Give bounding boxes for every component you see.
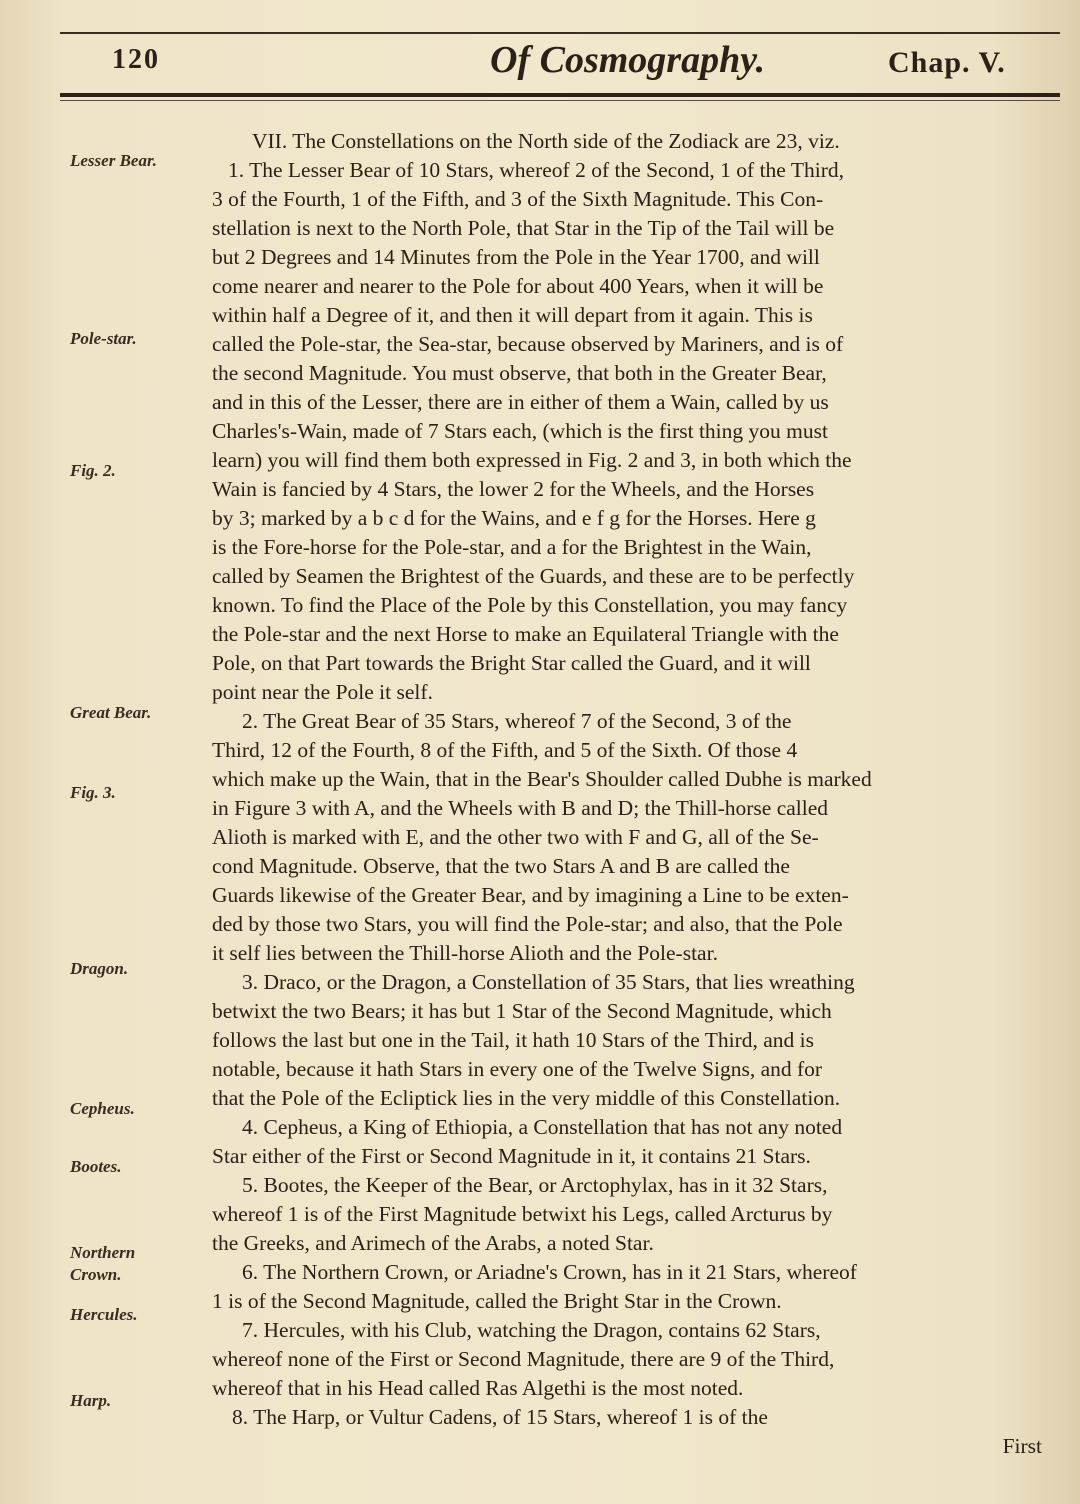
- text-line: 5. Bootes, the Keeper of the Bear, or Arctophylax, has in it 32 Stars,: [242, 1173, 828, 1197]
- text-line: cond Magnitude. Observe, that the two Stars A and B are called the: [212, 854, 790, 878]
- marginal-note: Hercules.: [70, 1305, 138, 1324]
- marginal-note: Fig. 2.: [70, 461, 116, 480]
- text-line: 8. The Harp, or Vultur Cadens, of 15 Stars, whereof 1 is of the: [232, 1405, 768, 1429]
- text-line: by 3; marked by a b c d for the Wains, and e f g for the Horses. Here g: [212, 506, 816, 530]
- text-line: 7. Hercules, with his Club, watching the Dragon, contains 62 Stars,: [242, 1318, 821, 1342]
- text-line: follows the last but one in the Tail, it hath 10 Stars of the Third, and is: [212, 1028, 815, 1052]
- text-line: stellation is next to the North Pole, that Star in the Tip of the Tail will be: [212, 216, 835, 240]
- page-number: 120: [112, 44, 160, 75]
- text-line: whereof 1 is of the First Magnitude betwixt his Legs, called Arcturus by: [212, 1202, 833, 1226]
- text-line: Third, 12 of the Fourth, 8 of the Fifth, and 5 of the Sixth. Of those 4: [212, 738, 798, 762]
- text-line: and in this of the Lesser, there are in either of them a Wain, called by us: [212, 390, 829, 414]
- marginal-note: Lesser Bear.: [70, 151, 157, 170]
- chapter-heading: Chap. V.: [888, 46, 1006, 79]
- text-line: betwixt the two Bears; it has but 1 Star of the Second Magnitude, which: [212, 999, 832, 1023]
- text-line: whereof none of the First or Second Magnitude, there are 9 of the Third,: [212, 1347, 835, 1371]
- body-text: [212, 128, 1042, 1468]
- running-title: Of Cosmography.: [490, 39, 766, 81]
- text-line: is the Fore-horse for the Pole-star, and a for the Brightest in the Wain,: [212, 535, 812, 559]
- marginal-note: Northern Crown.: [70, 1243, 136, 1284]
- text-line: 3. Draco, or the Dragon, a Constellation of 35 Stars, that lies wreathing: [242, 970, 855, 994]
- text-line: Wain is fancied by 4 Stars, the lower 2 for the Wheels, and the Horses: [212, 477, 815, 501]
- header-rule: [60, 93, 1060, 97]
- text-line: Pole, on that Part towards the Bright Star called the Guard, and it will: [212, 651, 811, 675]
- text-line: that the Pole of the Ecliptick lies in the very middle of this Constellation.: [212, 1086, 841, 1110]
- text-line: but 2 Degrees and 14 Minutes from the Pole in the Year 1700, and will: [212, 245, 820, 269]
- text-line: the Greeks, and Arimech of the Arabs, a noted Star.: [212, 1231, 654, 1255]
- marginal-note: Dragon.: [70, 959, 129, 978]
- marginal-note: Pole-star.: [70, 329, 137, 348]
- text-line: which make up the Wain, that in the Bear's Shoulder called Dubhe is marked: [212, 767, 872, 791]
- marginal-note: Great Bear.: [70, 703, 152, 722]
- text-line: 2. The Great Bear of 35 Stars, whereof 7 of the Second, 3 of the: [242, 709, 792, 733]
- text-line: whereof that in his Head called Ras Algethi is the most noted.: [212, 1376, 744, 1400]
- text-line: point near the Pole it self.: [212, 680, 433, 704]
- text-line: Charles's-Wain, made of 7 Stars each, (which is the first thing you must: [212, 419, 828, 443]
- text-line: ded by those two Stars, you will find the Pole-star; and also, that the Pole: [212, 912, 843, 936]
- text-line: come nearer and nearer to the Pole for about 400 Years, when it will be: [212, 274, 824, 298]
- text-line: within half a Degree of it, and then it will depart from it again. This is: [212, 303, 813, 327]
- top-rule: [60, 32, 1060, 34]
- text-line: in Figure 3 with A, and the Wheels with B and D; the Thill-horse called: [212, 796, 829, 820]
- marginal-note: Fig. 3.: [70, 783, 116, 802]
- catchword: First: [1002, 1434, 1042, 1458]
- marginal-note: Cepheus.: [70, 1099, 135, 1118]
- text-line: Guards likewise of the Greater Bear, and by imagining a Line to be exten-: [212, 883, 849, 907]
- text-line: notable, because it hath Stars in every one of the Twelve Signs, and for: [212, 1057, 823, 1081]
- text-line: learn) you will find them both expressed in Fig. 2 and 3, in both which the: [212, 448, 852, 472]
- header-rule-thin: [60, 100, 1060, 101]
- text-line: 4. Cepheus, a King of Ethiopia, a Constellation that has not any noted: [242, 1115, 843, 1139]
- text-line: the Pole-star and the next Horse to make an Equilateral Triangle with the: [212, 622, 839, 646]
- marginal-note: Harp.: [70, 1391, 112, 1410]
- text-line: known. To find the Place of the Pole by this Constellation, you may fancy: [212, 593, 848, 617]
- text-line: called the Pole-star, the Sea-star, because observed by Mariners, and is of: [212, 332, 844, 356]
- text-line: Alioth is marked with E, and the other two with F and G, all of the Se-: [212, 825, 819, 849]
- text-line: 6. The Northern Crown, or Ariadne's Crown, has in it 21 Stars, whereof: [242, 1260, 857, 1284]
- text-line: 3 of the Fourth, 1 of the Fifth, and 3 of the Sixth Magnitude. This Con-: [212, 187, 824, 211]
- text-line: called by Seamen the Brightest of the Guards, and these are to be perfectly: [212, 564, 855, 588]
- marginal-note: Bootes.: [70, 1157, 122, 1176]
- text-line: 1 is of the Second Magnitude, called the Bright Star in the Crown.: [212, 1289, 782, 1313]
- text-line: VII. The Constellations on the North side of the Zodiack are 23, viz.: [252, 129, 840, 153]
- text-line: the second Magnitude. You must observe, that both in the Greater Bear,: [212, 361, 827, 385]
- text-line: 1. The Lesser Bear of 10 Stars, whereof 2 of the Second, 1 of the Third,: [228, 158, 844, 182]
- text-line: it self lies between the Thill-horse Alioth and the Pole-star.: [212, 941, 718, 965]
- text-line: Star either of the First or Second Magnitude in it, it contains 21 Stars.: [212, 1144, 811, 1168]
